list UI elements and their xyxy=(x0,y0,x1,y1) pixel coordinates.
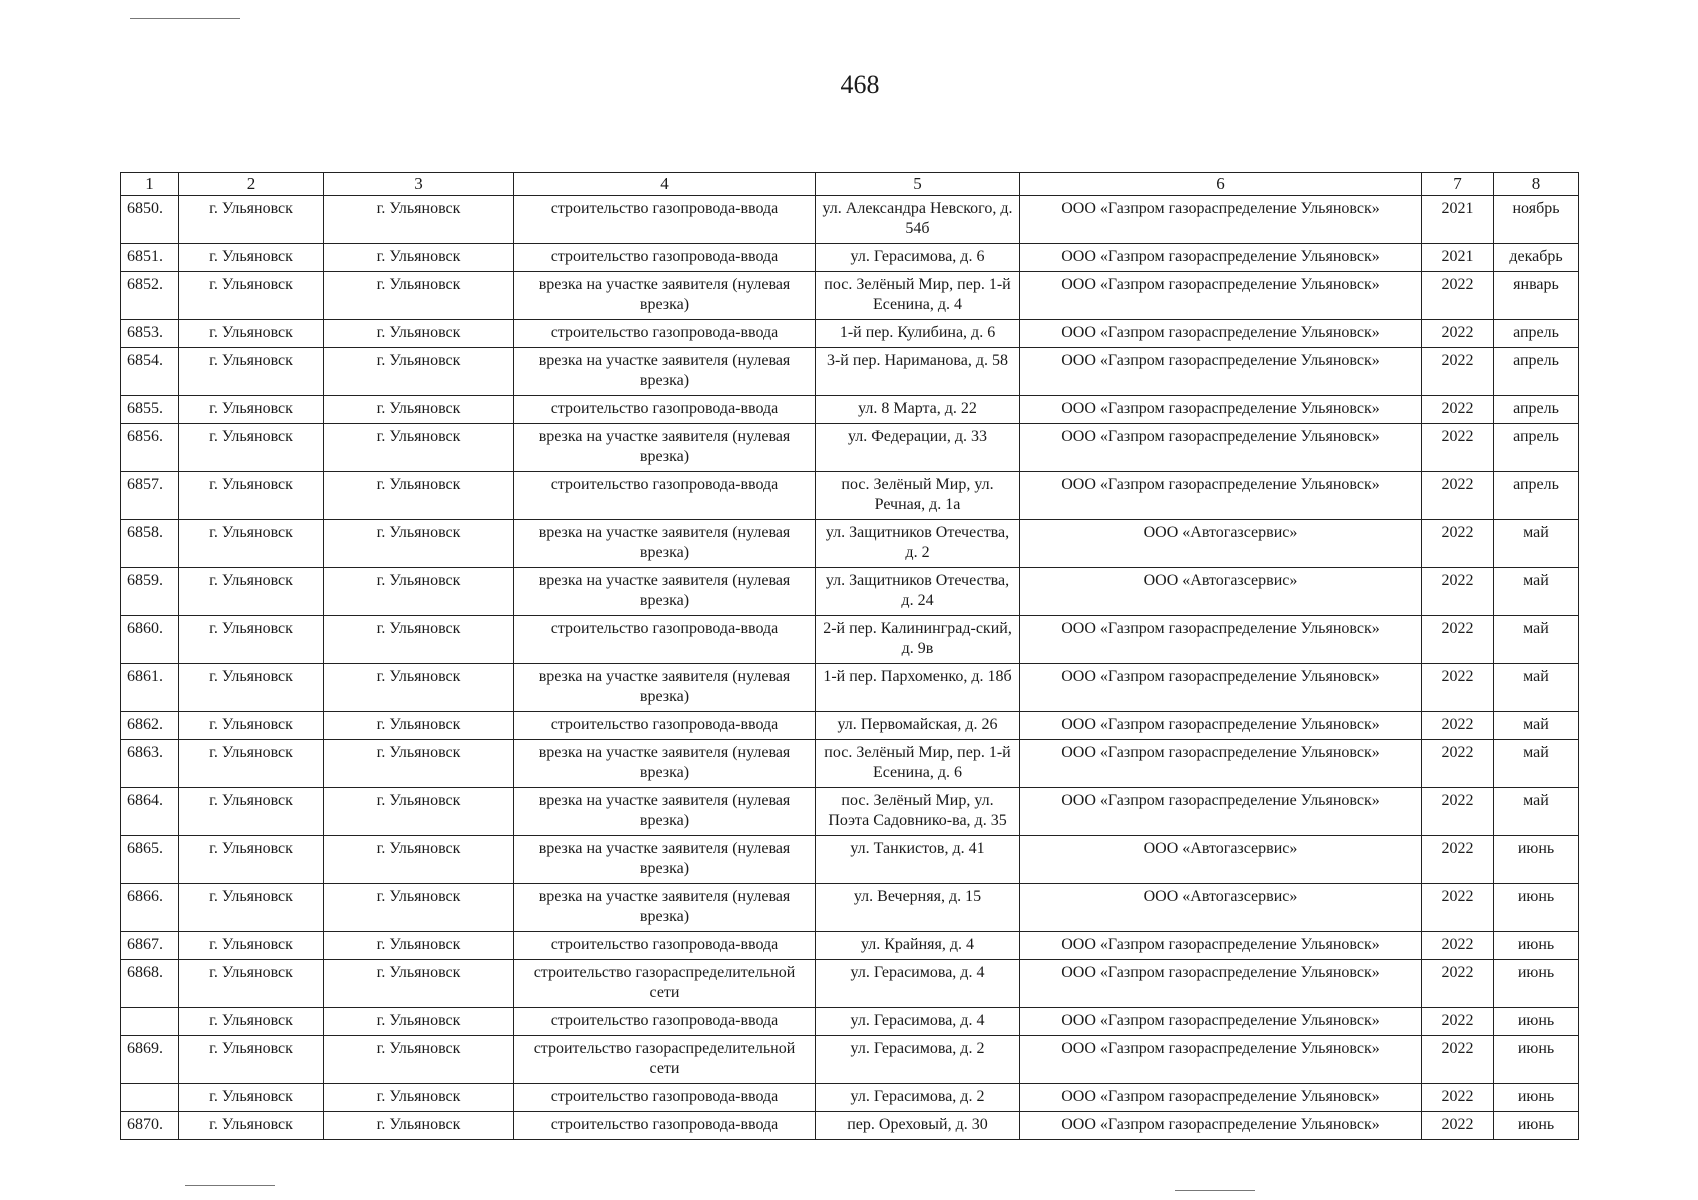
work-type-cell: врезка на участке заявителя (нулевая врезка) xyxy=(514,568,816,616)
work-type-cell: строительство газопровода-ввода xyxy=(514,196,816,244)
work-type-cell: врезка на участке заявителя (нулевая врезка) xyxy=(514,520,816,568)
settlement-cell: г. Ульяновск xyxy=(324,520,514,568)
table-row xyxy=(121,348,1579,396)
year-cell: 2022 xyxy=(1422,836,1494,884)
settlement-cell: г. Ульяновск xyxy=(324,348,514,396)
municipality-cell: г. Ульяновск xyxy=(179,348,324,396)
municipality-cell: г. Ульяновск xyxy=(179,196,324,244)
table-row xyxy=(121,396,1579,424)
year-cell: 2022 xyxy=(1422,960,1494,1008)
month-cell: апрель xyxy=(1494,348,1579,396)
municipality-cell: г. Ульяновск xyxy=(179,616,324,664)
work-type-cell: строительство газопровода-ввода xyxy=(514,320,816,348)
settlement-cell: г. Ульяновск xyxy=(324,740,514,788)
municipality-cell: г. Ульяновск xyxy=(179,1112,324,1140)
row-number-cell xyxy=(121,1084,179,1112)
municipality-cell: г. Ульяновск xyxy=(179,1036,324,1084)
municipality-cell: г. Ульяновск xyxy=(179,520,324,568)
settlement-cell: г. Ульяновск xyxy=(324,272,514,320)
table-row xyxy=(121,740,1579,788)
address-cell: ул. 8 Марта, д. 22 xyxy=(816,396,1020,424)
month-cell: май xyxy=(1494,568,1579,616)
work-type-cell: строительство газопровода-ввода xyxy=(514,712,816,740)
organization-cell: ООО «Газпром газораспределение Ульяновск» xyxy=(1020,1036,1422,1084)
month-cell: апрель xyxy=(1494,424,1579,472)
settlement-cell: г. Ульяновск xyxy=(324,320,514,348)
year-cell: 2022 xyxy=(1422,272,1494,320)
work-type-cell: врезка на участке заявителя (нулевая врезка) xyxy=(514,836,816,884)
work-type-cell: врезка на участке заявителя (нулевая врезка) xyxy=(514,348,816,396)
year-cell: 2022 xyxy=(1422,932,1494,960)
row-number-cell: 6868. xyxy=(121,960,179,1008)
municipality-cell: г. Ульяновск xyxy=(179,932,324,960)
address-cell: ул. Защитников Отечества, д. 24 xyxy=(816,568,1020,616)
table-row xyxy=(121,472,1579,520)
year-cell: 2022 xyxy=(1422,472,1494,520)
column-number-8: 8 xyxy=(1494,173,1579,196)
settlement-cell: г. Ульяновск xyxy=(324,616,514,664)
organization-cell: ООО «Автогазсервис» xyxy=(1020,520,1422,568)
table-row xyxy=(121,272,1579,320)
address-cell: пос. Зелёный Мир, ул. Речная, д. 1а xyxy=(816,472,1020,520)
year-cell: 2022 xyxy=(1422,664,1494,712)
year-cell: 2022 xyxy=(1422,884,1494,932)
address-cell: ул. Танкистов, д. 41 xyxy=(816,836,1020,884)
table-row xyxy=(121,1036,1579,1084)
settlement-cell: г. Ульяновск xyxy=(324,472,514,520)
table-row xyxy=(121,520,1579,568)
organization-cell: ООО «Газпром газораспределение Ульяновск» xyxy=(1020,244,1422,272)
table-row xyxy=(121,196,1579,244)
scan-mark xyxy=(185,1185,275,1186)
year-cell: 2022 xyxy=(1422,1112,1494,1140)
row-number-cell: 6850. xyxy=(121,196,179,244)
organization-cell: ООО «Газпром газораспределение Ульяновск» xyxy=(1020,1008,1422,1036)
municipality-cell: г. Ульяновск xyxy=(179,320,324,348)
year-cell: 2022 xyxy=(1422,740,1494,788)
address-cell: ул. Крайняя, д. 4 xyxy=(816,932,1020,960)
organization-cell: ООО «Газпром газораспределение Ульяновск» xyxy=(1020,196,1422,244)
organization-cell: ООО «Газпром газораспределение Ульяновск» xyxy=(1020,616,1422,664)
organization-cell: ООО «Газпром газораспределение Ульяновск» xyxy=(1020,788,1422,836)
settlement-cell: г. Ульяновск xyxy=(324,1084,514,1112)
row-number-cell: 6856. xyxy=(121,424,179,472)
year-cell: 2022 xyxy=(1422,1036,1494,1084)
address-cell: пер. Ореховый, д. 30 xyxy=(816,1112,1020,1140)
scan-mark xyxy=(130,18,240,19)
municipality-cell: г. Ульяновск xyxy=(179,712,324,740)
row-number-cell: 6870. xyxy=(121,1112,179,1140)
year-cell: 2021 xyxy=(1422,244,1494,272)
municipality-cell: г. Ульяновск xyxy=(179,884,324,932)
organization-cell: ООО «Газпром газораспределение Ульяновск» xyxy=(1020,348,1422,396)
organization-cell: ООО «Газпром газораспределение Ульяновск» xyxy=(1020,424,1422,472)
work-type-cell: строительство газопровода-ввода xyxy=(514,616,816,664)
settlement-cell: г. Ульяновск xyxy=(324,1036,514,1084)
month-cell: июнь xyxy=(1494,1036,1579,1084)
work-type-cell: врезка на участке заявителя (нулевая врезка) xyxy=(514,740,816,788)
year-cell: 2022 xyxy=(1422,520,1494,568)
work-type-cell: строительство газопровода-ввода xyxy=(514,472,816,520)
municipality-cell: г. Ульяновск xyxy=(179,472,324,520)
year-cell: 2022 xyxy=(1422,348,1494,396)
address-cell: 2-й пер. Калининград-ский, д. 9в xyxy=(816,616,1020,664)
month-cell: июнь xyxy=(1494,1084,1579,1112)
table-row xyxy=(121,1112,1579,1140)
row-number-cell: 6859. xyxy=(121,568,179,616)
registry-table xyxy=(120,172,1579,1140)
month-cell: май xyxy=(1494,712,1579,740)
settlement-cell: г. Ульяновск xyxy=(324,244,514,272)
settlement-cell: г. Ульяновск xyxy=(324,424,514,472)
table-row xyxy=(121,244,1579,272)
municipality-cell: г. Ульяновск xyxy=(179,396,324,424)
table-row xyxy=(121,884,1579,932)
column-number-3: 3 xyxy=(324,173,514,196)
municipality-cell: г. Ульяновск xyxy=(179,1008,324,1036)
column-number-7: 7 xyxy=(1422,173,1494,196)
settlement-cell: г. Ульяновск xyxy=(324,196,514,244)
organization-cell: ООО «Газпром газораспределение Ульяновск» xyxy=(1020,1084,1422,1112)
municipality-cell: г. Ульяновск xyxy=(179,740,324,788)
month-cell: июнь xyxy=(1494,1112,1579,1140)
municipality-cell: г. Ульяновск xyxy=(179,664,324,712)
row-number-cell: 6865. xyxy=(121,836,179,884)
column-number-4: 4 xyxy=(514,173,816,196)
settlement-cell: г. Ульяновск xyxy=(324,960,514,1008)
organization-cell: ООО «Газпром газораспределение Ульяновск» xyxy=(1020,932,1422,960)
year-cell: 2022 xyxy=(1422,396,1494,424)
month-cell: май xyxy=(1494,616,1579,664)
table-row xyxy=(121,712,1579,740)
address-cell: ул. Федерации, д. 33 xyxy=(816,424,1020,472)
scan-mark xyxy=(1175,1190,1255,1191)
organization-cell: ООО «Автогазсервис» xyxy=(1020,884,1422,932)
column-number-2: 2 xyxy=(179,173,324,196)
table-body xyxy=(121,196,1579,1140)
address-cell: 1-й пер. Кулибина, д. 6 xyxy=(816,320,1020,348)
settlement-cell: г. Ульяновск xyxy=(324,664,514,712)
work-type-cell: врезка на участке заявителя (нулевая врезка) xyxy=(514,788,816,836)
organization-cell: ООО «Газпром газораспределение Ульяновск» xyxy=(1020,396,1422,424)
row-number-cell: 6860. xyxy=(121,616,179,664)
address-cell: ул. Герасимова, д. 2 xyxy=(816,1036,1020,1084)
column-number-6: 6 xyxy=(1020,173,1422,196)
organization-cell: ООО «Автогазсервис» xyxy=(1020,836,1422,884)
month-cell: ноябрь xyxy=(1494,196,1579,244)
row-number-cell: 6857. xyxy=(121,472,179,520)
month-cell: январь xyxy=(1494,272,1579,320)
municipality-cell: г. Ульяновск xyxy=(179,568,324,616)
year-cell: 2022 xyxy=(1422,1084,1494,1112)
row-number-cell: 6869. xyxy=(121,1036,179,1084)
address-cell: ул. Герасимова, д. 6 xyxy=(816,244,1020,272)
work-type-cell: строительство газопровода-ввода xyxy=(514,244,816,272)
address-cell: пос. Зелёный Мир, ул. Поэта Садовнико-ва, д. 35 xyxy=(816,788,1020,836)
table-row xyxy=(121,1084,1579,1112)
work-type-cell: строительство газопровода-ввода xyxy=(514,1084,816,1112)
row-number-cell: 6851. xyxy=(121,244,179,272)
organization-cell: ООО «Газпром газораспределение Ульяновск» xyxy=(1020,272,1422,320)
municipality-cell: г. Ульяновск xyxy=(179,836,324,884)
address-cell: ул. Вечерняя, д. 15 xyxy=(816,884,1020,932)
table-row xyxy=(121,932,1579,960)
work-type-cell: врезка на участке заявителя (нулевая врезка) xyxy=(514,272,816,320)
month-cell: июнь xyxy=(1494,884,1579,932)
row-number-cell: 6855. xyxy=(121,396,179,424)
column-number-1: 1 xyxy=(121,173,179,196)
month-cell: апрель xyxy=(1494,396,1579,424)
table-row xyxy=(121,320,1579,348)
settlement-cell: г. Ульяновск xyxy=(324,712,514,740)
settlement-cell: г. Ульяновск xyxy=(324,396,514,424)
row-number-cell: 6862. xyxy=(121,712,179,740)
month-cell: июнь xyxy=(1494,960,1579,1008)
work-type-cell: строительство газопровода-ввода xyxy=(514,1008,816,1036)
address-cell: пос. Зелёный Мир, пер. 1-й Есенина, д. 6 xyxy=(816,740,1020,788)
municipality-cell: г. Ульяновск xyxy=(179,424,324,472)
row-number-cell: 6867. xyxy=(121,932,179,960)
organization-cell: ООО «Газпром газораспределение Ульяновск» xyxy=(1020,960,1422,1008)
address-cell: 1-й пер. Пархоменко, д. 18б xyxy=(816,664,1020,712)
municipality-cell: г. Ульяновск xyxy=(179,244,324,272)
work-type-cell: строительство газораспределительной сети xyxy=(514,1036,816,1084)
address-cell: ул. Герасимова, д. 2 xyxy=(816,1084,1020,1112)
table-row xyxy=(121,836,1579,884)
column-number-5: 5 xyxy=(816,173,1020,196)
work-type-cell: строительство газораспределительной сети xyxy=(514,960,816,1008)
month-cell: июнь xyxy=(1494,1008,1579,1036)
organization-cell: ООО «Газпром газораспределение Ульяновск» xyxy=(1020,472,1422,520)
year-cell: 2022 xyxy=(1422,788,1494,836)
organization-cell: ООО «Газпром газораспределение Ульяновск» xyxy=(1020,664,1422,712)
row-number-cell: 6861. xyxy=(121,664,179,712)
settlement-cell: г. Ульяновск xyxy=(324,932,514,960)
organization-cell: ООО «Газпром газораспределение Ульяновск» xyxy=(1020,320,1422,348)
work-type-cell: строительство газопровода-ввода xyxy=(514,1112,816,1140)
month-cell: июнь xyxy=(1494,932,1579,960)
month-cell: май xyxy=(1494,520,1579,568)
year-cell: 2022 xyxy=(1422,616,1494,664)
organization-cell: ООО «Газпром газораспределение Ульяновск» xyxy=(1020,712,1422,740)
month-cell: май xyxy=(1494,788,1579,836)
table-row xyxy=(121,616,1579,664)
year-cell: 2022 xyxy=(1422,424,1494,472)
table-row xyxy=(121,960,1579,1008)
row-number-cell: 6863. xyxy=(121,740,179,788)
month-cell: апрель xyxy=(1494,320,1579,348)
year-cell: 2021 xyxy=(1422,196,1494,244)
address-cell: ул. Защитников Отечества, д. 2 xyxy=(816,520,1020,568)
address-cell: пос. Зелёный Мир, пер. 1-й Есенина, д. 4 xyxy=(816,272,1020,320)
municipality-cell: г. Ульяновск xyxy=(179,1084,324,1112)
work-type-cell: строительство газопровода-ввода xyxy=(514,396,816,424)
work-type-cell: врезка на участке заявителя (нулевая врезка) xyxy=(514,424,816,472)
settlement-cell: г. Ульяновск xyxy=(324,884,514,932)
address-cell: ул. Александра Невского, д. 54б xyxy=(816,196,1020,244)
row-number-cell: 6858. xyxy=(121,520,179,568)
year-cell: 2022 xyxy=(1422,320,1494,348)
table-row xyxy=(121,1008,1579,1036)
table-row xyxy=(121,424,1579,472)
settlement-cell: г. Ульяновск xyxy=(324,568,514,616)
month-cell: декабрь xyxy=(1494,244,1579,272)
row-number-cell: 6866. xyxy=(121,884,179,932)
organization-cell: ООО «Автогазсервис» xyxy=(1020,568,1422,616)
work-type-cell: врезка на участке заявителя (нулевая врезка) xyxy=(514,664,816,712)
settlement-cell: г. Ульяновск xyxy=(324,1008,514,1036)
table-row xyxy=(121,664,1579,712)
settlement-cell: г. Ульяновск xyxy=(324,788,514,836)
row-number-cell: 6852. xyxy=(121,272,179,320)
row-number-cell: 6854. xyxy=(121,348,179,396)
column-number-row xyxy=(121,173,1579,196)
settlement-cell: г. Ульяновск xyxy=(324,1112,514,1140)
table-row xyxy=(121,568,1579,616)
work-type-cell: строительство газопровода-ввода xyxy=(514,932,816,960)
row-number-cell: 6853. xyxy=(121,320,179,348)
row-number-cell xyxy=(121,1008,179,1036)
address-cell: ул. Герасимова, д. 4 xyxy=(816,960,1020,1008)
month-cell: июнь xyxy=(1494,836,1579,884)
month-cell: апрель xyxy=(1494,472,1579,520)
address-cell: ул. Герасимова, д. 4 xyxy=(816,1008,1020,1036)
year-cell: 2022 xyxy=(1422,712,1494,740)
page-number: 468 xyxy=(840,70,880,99)
year-cell: 2022 xyxy=(1422,1008,1494,1036)
settlement-cell: г. Ульяновск xyxy=(324,836,514,884)
municipality-cell: г. Ульяновск xyxy=(179,960,324,1008)
address-cell: 3-й пер. Нариманова, д. 58 xyxy=(816,348,1020,396)
table-row xyxy=(121,788,1579,836)
year-cell: 2022 xyxy=(1422,568,1494,616)
municipality-cell: г. Ульяновск xyxy=(179,788,324,836)
row-number-cell: 6864. xyxy=(121,788,179,836)
work-type-cell: врезка на участке заявителя (нулевая врезка) xyxy=(514,884,816,932)
month-cell: май xyxy=(1494,740,1579,788)
municipality-cell: г. Ульяновск xyxy=(179,272,324,320)
organization-cell: ООО «Газпром газораспределение Ульяновск» xyxy=(1020,1112,1422,1140)
address-cell: ул. Первомайская, д. 26 xyxy=(816,712,1020,740)
month-cell: май xyxy=(1494,664,1579,712)
organization-cell: ООО «Газпром газораспределение Ульяновск» xyxy=(1020,740,1422,788)
